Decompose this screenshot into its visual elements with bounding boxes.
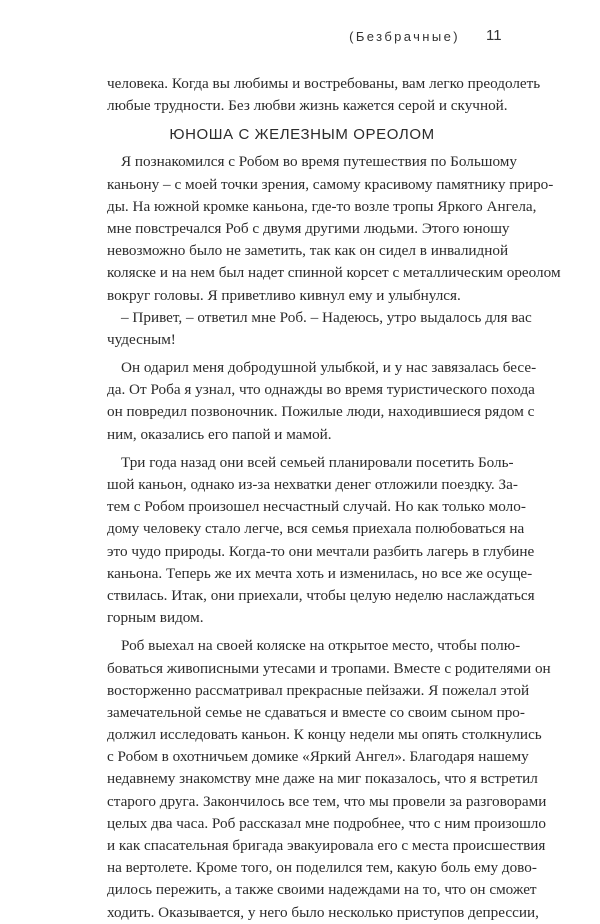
text-line: ствилась. Итак, они приехали, чтобы целую неделю наслаждаться [107, 586, 535, 604]
text-line: вокруг головы. Я приветливо кивнул ему и улыбнулся. [107, 286, 461, 304]
text-line: невозможно было не заметить, так как он сидел в инвалидной [107, 242, 509, 260]
text-line: замечательной семье не сдаваться и вместе со своим сыном про- [107, 703, 525, 721]
text-line: старого друга. Закончилось все тем, что мы провели за разговорами [107, 792, 547, 810]
text-line: Я познакомился с Робом во время путешествия по Большому [121, 153, 517, 171]
text-line: человека. Когда вы любимы и востребованы, вам легко преодолеть [107, 75, 541, 92]
text-line: ним, оказались его папой и мамой. [107, 425, 332, 443]
text-line: должил исследовать каньон. К концу недели мы опять столкнулись [107, 726, 542, 744]
text-line: целых два часа. Роб рассказал мне подробнее, что с ним произошло [107, 814, 546, 832]
text-line: шой каньон, однако из-за нехватки денег отложили поездку. За- [107, 476, 518, 493]
text-line: тем с Робом произошел несчастный случай. Но как только моло- [107, 498, 526, 516]
text-line: ходить. Оказывается, у него было несколько приступов депрессии, [107, 903, 539, 921]
text-line: дилось пережить, а также своими надеждами на то, что он сможет [107, 881, 537, 899]
text-line: с Робом в охотничьем домике «Яркий Ангел». Благодаря нашему [107, 748, 529, 766]
text-line: коляске и на нем был надет спинной корсет с металлическим ореолом [107, 264, 561, 282]
text-line: ды. На южной кромке каньона, где-то возле тропы Яркого Ангела, [107, 197, 537, 215]
text-line: мне повстречался Роб с двумя другими людьми. Этого юношу [107, 219, 510, 237]
text-line: любые трудности. Без любви жизнь кажется серой и скучной. [107, 97, 508, 115]
text-line: и как спасательная бригада эвакуировала его с места происшествия [107, 837, 546, 854]
text-line: восторженно рассматривал прекрасные пейзажи. Я пожелал этой [107, 681, 530, 699]
section-title: ЮНОША С ЖЕЛЕЗНЫМ ОРЕОЛОМ [169, 126, 435, 144]
text-line: Он одарил меня добродушной улыбкой, и у нас завязалась бесе- [121, 359, 537, 377]
text-line: – Привет, – ответил мне Роб. – Надеюсь, утро выдалось для вас [121, 308, 532, 326]
text-line: да. От Роба я узнал, что однажды во время туристического похода [107, 381, 535, 399]
page-header [0, 29, 600, 49]
text-line: недавнему знакомству мне даже на миг показалось, что я встретил [107, 770, 538, 788]
text-line: Роб выехал на своей коляске на открытое место, чтобы полю- [121, 637, 521, 655]
text-line: на вертолете. Кроме того, он поделился тем, какую боль ему дово- [107, 859, 537, 877]
text-line: дому человеку стало легче, вся семья приехала полюбоваться на [107, 520, 525, 538]
text-line: горным видом. [107, 609, 204, 627]
body-text [107, 73, 561, 924]
page-number: 11 [486, 27, 502, 44]
text-line: чудесным! [107, 330, 176, 348]
text-line: Три года назад они всей семьей планировали посетить Боль- [121, 453, 514, 471]
text-line: он повредил позвоночник. Пожилые люди, находившиеся рядом с [107, 403, 535, 421]
text-line: каньону – с моей точки зрения, самому красивому памятнику приро- [107, 175, 554, 193]
running-title: (Безбрачные) [349, 29, 460, 44]
text-line: каньона. Теперь же их мечта хоть и изменилась, но все же осуще- [107, 564, 533, 582]
text-line: боваться живописными утесами и тропами. Вместе с родителями он [107, 659, 551, 677]
text-line: это чудо природы. Когда-то они мечтали разбить лагерь в глубине [107, 542, 535, 560]
